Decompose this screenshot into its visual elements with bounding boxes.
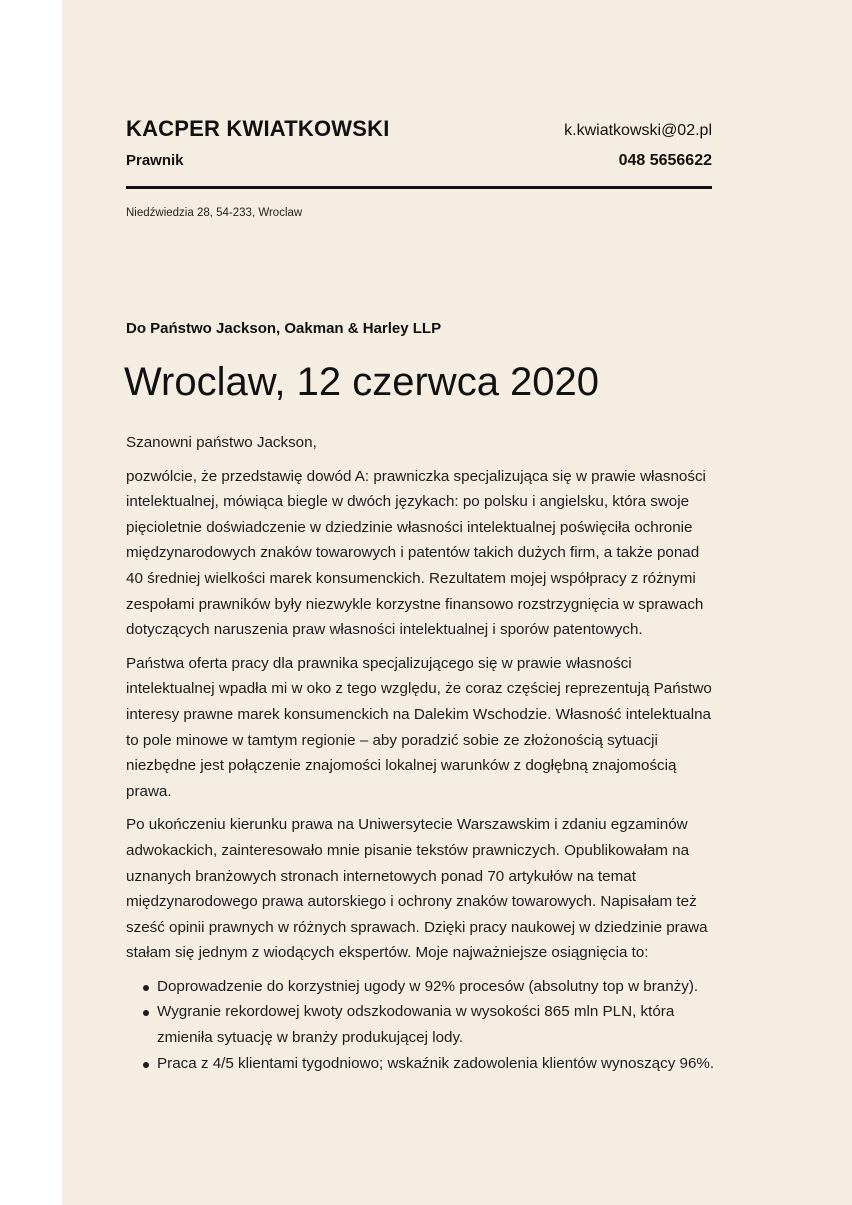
achievements-list [126,974,716,1076]
letter-body [126,430,716,1076]
achievement-text: Doprowadzenie do korzystniej ugody w 92% procesów (absolutny top w branży). [157,977,699,995]
bullet-icon [143,985,149,991]
sender-role: Prawnik [126,152,184,169]
greeting: Szanowni państwo Jackson, [126,434,317,451]
achievement-text: Wygranie rekordowej kwoty odszkodowania w wysokości 865 mln PLN, która zmieniła sytuację w branży produkującej lody. [157,1003,675,1047]
header-divider [126,186,712,189]
bullet-icon [143,1010,149,1016]
paragraph: Państwa oferta pracy dla prawnika specjalizującego się w prawie własności intelektualnej wpadła mi w oko z tego względu, że coraz częściej reprezentują Państwo interesy prawne marek konsumenckich na Dalekim Wschodzie. Własność intelektualna to pole minowe w tamtym regionie – aby poradzić sobie ze złożonością sytuacji niezbędne jest połączenie znajomości lokalnej warunków z dogłębną znajomością prawa. [126,654,712,800]
paragraph: pozwólcie, że przedstawię dowód A: prawniczka specjalizująca się w prawie własności intelektualnej, mówiąca biegle w dwóch językach: po polsku i angielsku, która swoje pięcioletnie doświadczenie w dziedzinie własności intelektualnej poświęciła ochronie międzynarodowych znaków towarowych i patentów takich dużych firm, a także ponad 40 średniej wielkości marek konsumenckich. Rezultatem mojej współpracy z różnymi zespołami prawników były niezwykle korzystne finansowo rozstrzygnięcia w sprawach dotyczących naruszenia praw własności intelektualnej i sporów patentowych. [126,467,706,639]
sender-name: KACPER KWIATKOWSKI [126,116,390,141]
achievement-text: Praca z 4/5 klientami tygodniowo; wskaźnik zadowolenia klientów wynoszący 96%. [157,1054,715,1072]
paragraph: Po ukończeniu kierunku prawa na Uniwersytecie Warszawskim i zdaniu egzaminów adwokackich, zainteresowało mnie pisanie tekstów prawniczych. Opublikowałam na uznanych branżowych stronach internetowych ponad 70 artykułów na temat międzynarodowego prawa autorskiego i ochrony znaków towarowych. Napisałam też sześć opinii prawnych w różnych sprawach. Dzięki pracy naukowej w dziedzinie prawa stałam się jednym z wiodących ekspertów. Moje najważniejsze osiągnięcia to: [126,816,708,962]
achievement-item [157,1051,716,1077]
recipient-line: Do Państwo Jackson, Oakman & Harley LLP [126,320,442,337]
date-heading: Wroclaw, 12 czerwca 2020 [124,360,600,404]
bullet-icon [143,1062,149,1068]
sender-phone: 048 5656622 [618,152,712,169]
achievement-item [157,999,716,1050]
achievement-item [157,974,716,1000]
sender-email: k.kwiatkowski@02.pl [564,122,712,139]
sender-address: Niedźwiedzia 28, 54-233, Wroclaw [126,207,303,219]
